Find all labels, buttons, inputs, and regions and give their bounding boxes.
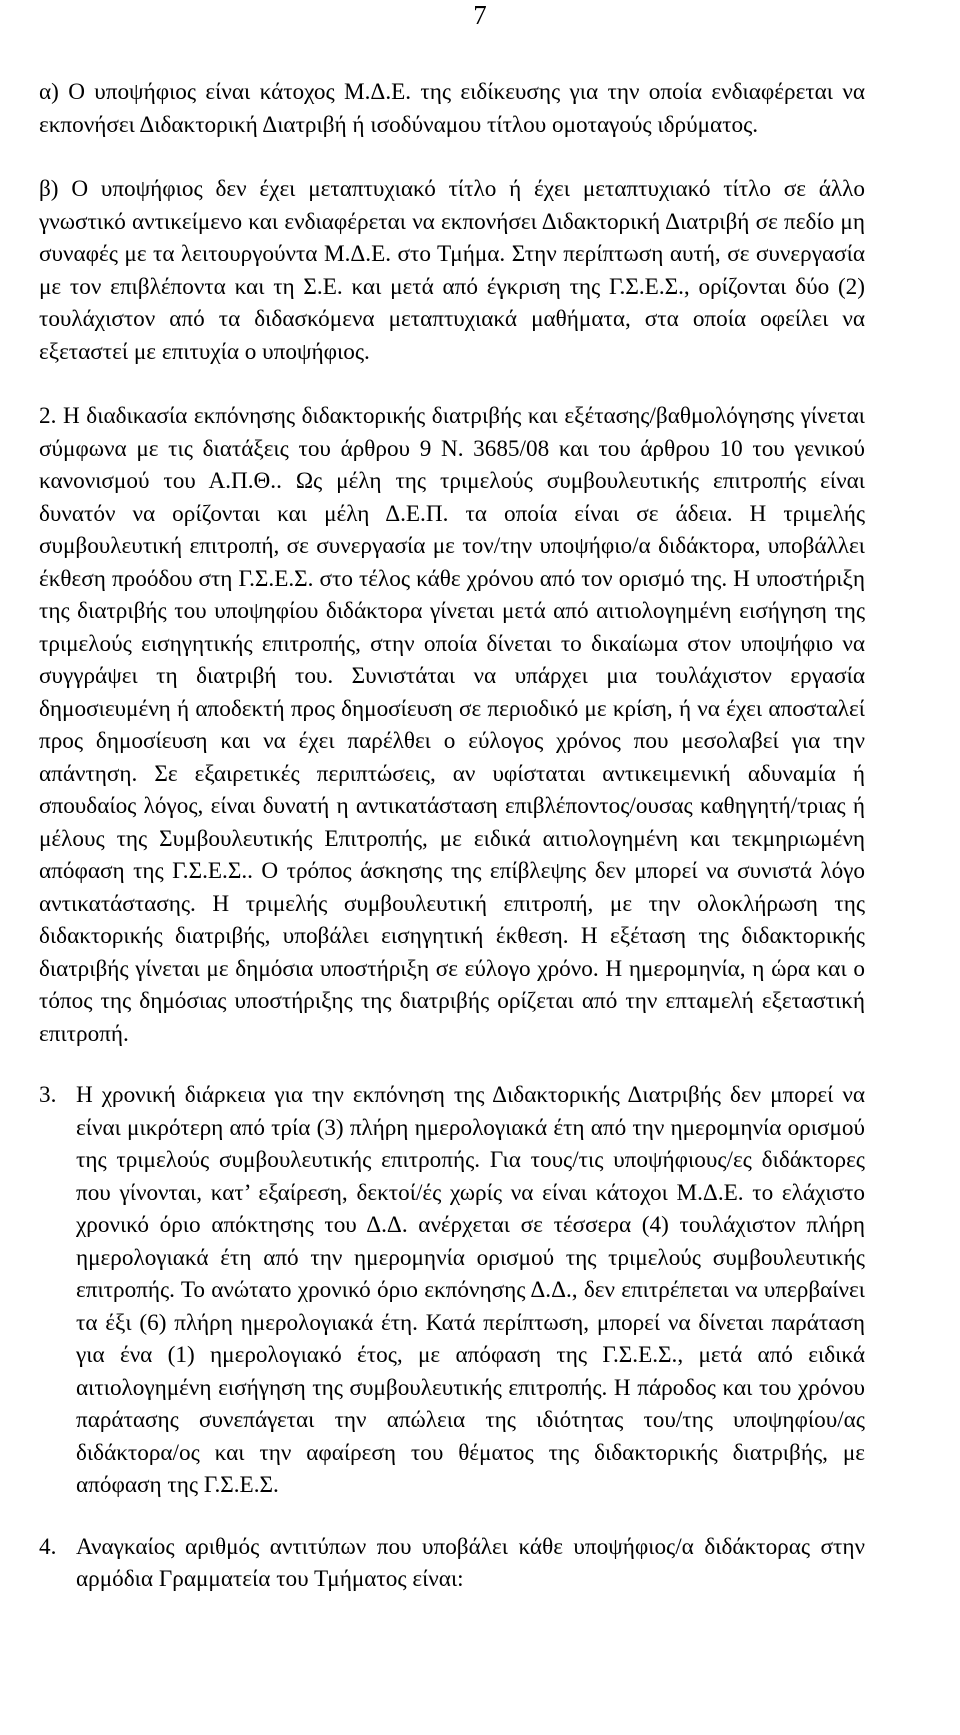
- list-item-3-number: 3.: [39, 1082, 57, 1108]
- document-body: [39, 76, 865, 1596]
- list-item-4: [39, 1531, 865, 1596]
- list-item-3-text: Η χρονική διάρκεια για την εκπόνηση της Διδακτορικής Διατριβής δεν μπορεί να είναι μικρότερη από τρία (3) πλήρη ημερολογιακά έτη από την ημερομηνία ορισμού της τριμελούς συμβουλευτικής επιτροπής. Για τους/τις υποψήφιους/ες διδάκτορες που γίνονται, κατ’ εξαίρεση, δεκτοί/ές χωρίς να είναι κάτοχοι Μ.Δ.Ε. το ελάχιστο χρονικό όριο απόκτησης του Δ.Δ. ανέρχεται σε τέσσερα (4) τουλάχιστον πλήρη ημερολογιακά έτη από την ημερομηνία ορισμού της τριμελούς συμβουλευτικής επιτροπής. Το ανώτατο χρονικό όριο εκπόνησης Δ.Δ., δεν επιτρέπεται να υπερβαίνει τα έξι (6) πλήρη ημερολογιακά έτη. Κατά περίπτωση, μπορεί να δίνεται παράταση για ένα (1) ημερολογιακό έτος, με απόφαση της Γ.Σ.Ε.Σ., μετά από ειδικά αιτιολογημένη εισήγηση της συμβουλευτικής επιτροπής. Η πάροδος και του χρόνου παράτασης συνεπάγεται την απώλεια της ιδιότητας του/της υποψηφίου/ας διδάκτορα/ος και την αφαίρεση του θέματος της διδακτορικής διατριβής, με απόφαση της Γ.Σ.Ε.Σ.: [76, 1082, 865, 1498]
- list-item-3: [39, 1079, 865, 1502]
- paragraph-a: α) Ο υποψήφιος είναι κάτοχος Μ.Δ.Ε. της ειδίκευσης για την οποία ενδιαφέρεται να εκπονήσει Διδακτορική Διατριβή ή ισοδύναμου τίτλου ομοταγούς ιδρύματος.: [39, 79, 865, 138]
- page-number: 7: [473, 0, 487, 30]
- list-item-4-number: 4.: [39, 1533, 57, 1560]
- list-item-4-text: Αναγκαίος αριθμός αντιτύπων που υποβάλει κάθε υποψήφιος/α διδάκτορας στην αρμόδια Γραμματεία του Τμήματος είναι:: [76, 1533, 865, 1592]
- paragraph-item-2: 2. Η διαδικασία εκπόνησης διδακτορικής διατριβής και εξέτασης/βαθμολόγησης γίνεται σύμφωνα με τις διατάξεις του άρθρου 9 Ν. 3685/08 και του άρθρου 10 του γενικού κανονισμού του Α.Π.Θ.. Ως μέλη της τριμελούς συμβουλευτικής επιτροπής είναι δυνατόν να ορίζονται και μέλη Δ.Ε.Π. τα οποία είναι σε άδεια. Η τριμελής συμβουλευτική επιτροπή, σε συνεργασία με τον/την υποψήφιο/α διδάκτορα, υποβάλλει έκθεση προόδου στη Γ.Σ.Ε.Σ. στο τέλος κάθε χρόνου από τον ορισμό της. Η υποστήριξη της διατριβής του υποψηφίου διδάκτορα γίνεται μετά από αιτιολογημένη εισήγηση της τριμελούς εισηγητικής επιτροπής, στην οποία δίνεται το δικαίωμα στον υποψήφιο να συγγράψει τη διατριβή του. Συνιστάται να υπάρχει μια τουλάχιστον εργασία δημοσιευμένη ή αποδεκτή προς δημοσίευση σε περιοδικό με κρίση, ή να έχει αποσταλεί προς δημοσίευση και να έχει παρέλθει ο εύλογος χρόνος που μεσολαβεί για την απάντηση. Σε εξαιρετικές περιπτώσεις, αν υφίσταται αντικειμενική αδυναμία ή σπουδαίος λόγος, είναι δυνατή η αντικατάσταση επιβλέποντος/ουσας καθηγητή/τριας ή μέλους της Συμβουλευτικής Επιτροπής, με ειδικά αιτιολογημένη και τεκμηριωμένη απόφαση της Γ.Σ.Ε.Σ.. Ο τρόπος άσκησης της επίβλεψης δεν μπορεί να συνιστά λόγο αντικατάστασης. Η τριμελής συμβουλευτική επιτροπή, με την ολοκλήρωση της διδακτορικής διατριβής, υποβάλει εισηγητική έκθεση. Η εξέταση της διδακτορικής διατριβής γίνεται με δημόσια υποστήριξη σε εύλογο χρόνο. Η ημερομηνία, η ώρα και ο τόπος της δημόσιας υποστήριξης της διατριβής ορίζεται από την επταμελή εξεταστική επιτροπή.: [39, 403, 865, 1047]
- paragraph-b: β) Ο υποψήφιος δεν έχει μεταπτυχιακό τίτλο ή έχει μεταπτυχιακό τίτλο σε άλλο γνωστικό αντικείμενο και ενδιαφέρεται να εκπονήσει Διδακτορική Διατριβή σε πεδίο μη συναφές με τα λειτουργούντα Μ.Δ.Ε. στο Τμήμα. Στην περίπτωση αυτή, σε συνεργασία με τον επιβλέποντα και τη Σ.Ε. και μετά από έγκριση της Γ.Σ.Ε.Σ., ορίζονται δύο (2) τουλάχιστον από τα διδασκόμενα μεταπτυχιακά μαθήματα, στα οποία οφείλει να εξεταστεί με επιτυχία ο υποψήφιος.: [39, 176, 865, 365]
